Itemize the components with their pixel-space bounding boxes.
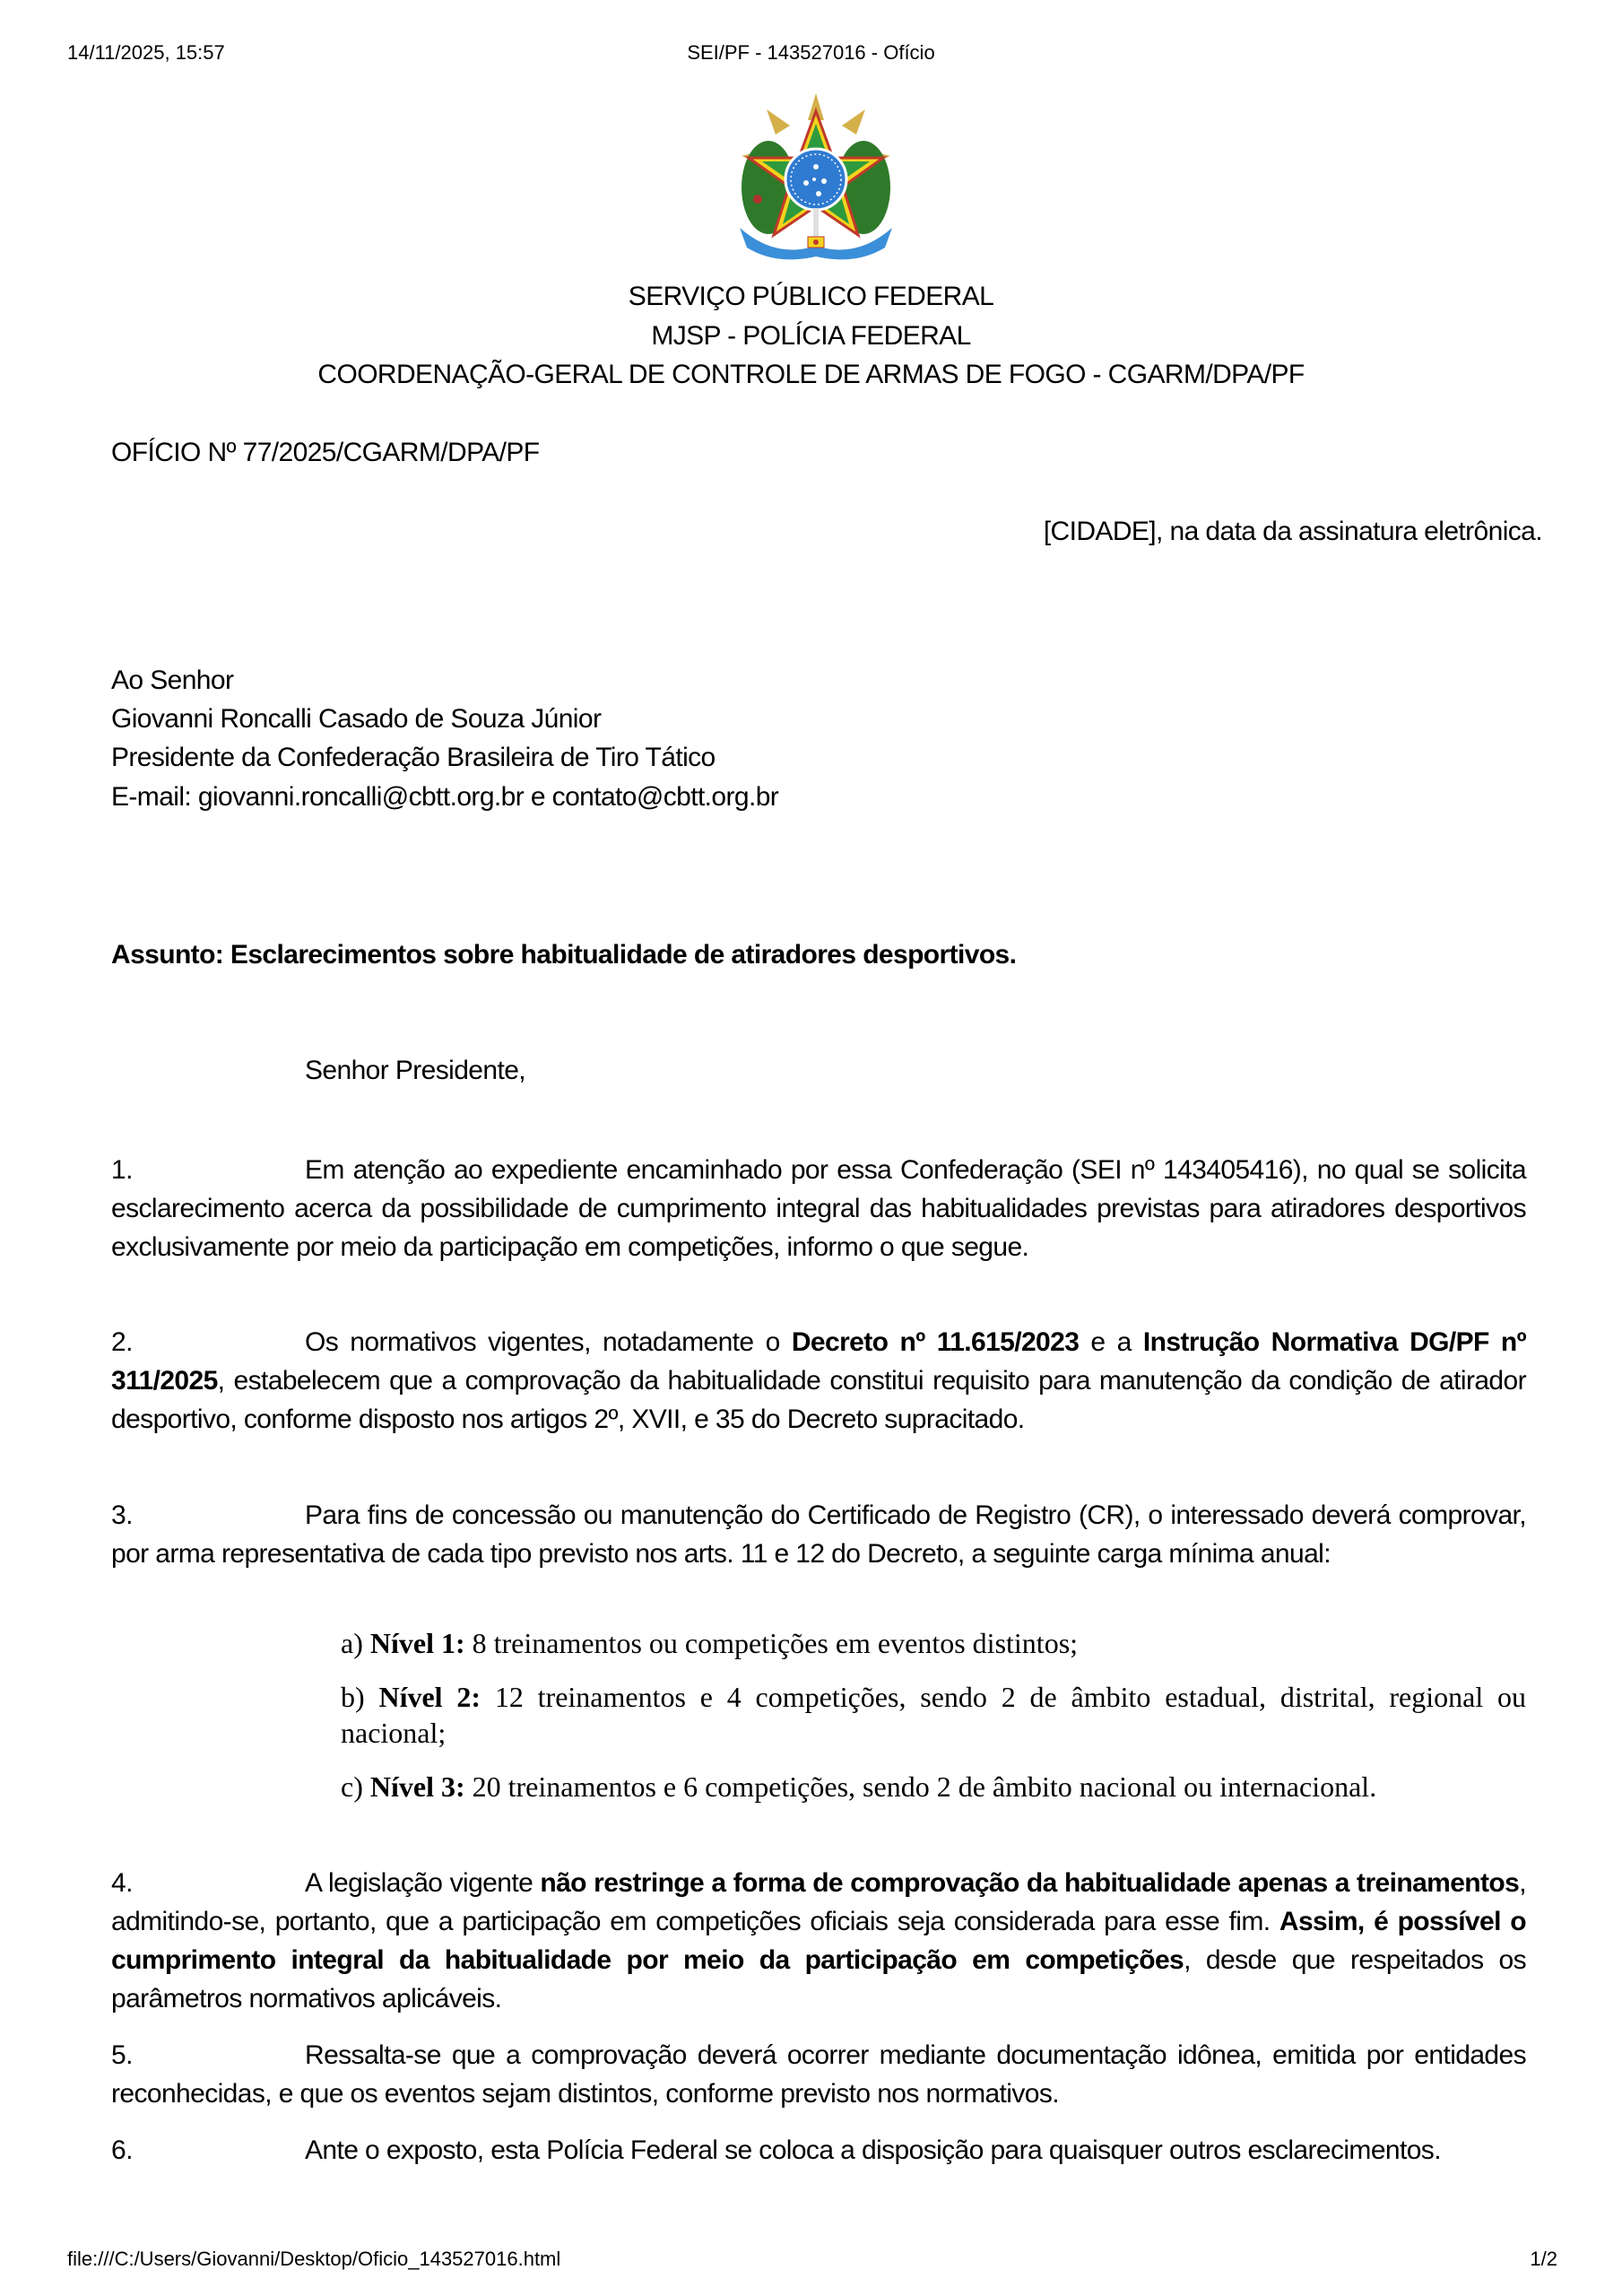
level-label: Nível 2: xyxy=(378,1681,481,1713)
paragraph-text: , admitindo-se, portanto, que a participação em competições oficiais seja considerada para esse fim. xyxy=(111,1868,1526,1936)
letterhead-line-2: MJSP - POLÍCIA FEDERAL xyxy=(651,321,971,351)
paragraph-2 xyxy=(111,1323,1526,1439)
print-file-path: file:///C:/Users/Giovanni/Desktop/Oficio_143527016.html xyxy=(67,2248,561,2270)
paragraph-5 xyxy=(111,2036,1526,2113)
level-item-b xyxy=(341,1679,1526,1751)
paragraph-text: Os normativos vigentes, notadamente o xyxy=(305,1327,792,1357)
recipient-name: Giovanni Roncalli Casado de Souza Júnior xyxy=(111,704,602,734)
paragraph-number: 4. xyxy=(111,1868,133,1898)
paragraph-4 xyxy=(111,1864,1526,2018)
paragraph-text: Ressalta-se que a comprovação deverá ocorrer mediante documentação idônea, emitida por entidades reconhecidas, e que os eventos sejam distintos, conforme previsto nos normativos. xyxy=(111,2040,1526,2109)
level-label: Nível 3: xyxy=(369,1770,465,1803)
level-item-c xyxy=(341,1769,1526,1805)
paragraph-number: 5. xyxy=(111,2040,133,2070)
subject-line: Assunto: Esclarecimentos sobre habitualidade de atiradores desportivos. xyxy=(111,940,1017,970)
level-item-a xyxy=(341,1625,1526,1661)
level-text: 8 treinamentos ou competições em eventos distintos; xyxy=(472,1627,1079,1659)
letterhead-line-1: SERVIÇO PÚBLICO FEDERAL xyxy=(628,282,994,311)
paragraph-text: , desde que respeitados os parâmetros normativos aplicáveis. xyxy=(111,1945,1527,2013)
print-page-number: 1/2 xyxy=(1530,2248,1557,2270)
paragraph-text: Em atenção ao expediente encaminhado por essa Confederação (SEI nº 143405416), no qual se solicita esclarecimento acerca da possibilidade de cumprimento integral das habitualidades previstas para atiradores desportivos exclusivamente por meio da participação em competições, informo o que segue. xyxy=(111,1155,1526,1262)
recipient-role: Presidente da Confederação Brasileira de Tiro Tático xyxy=(111,743,716,772)
bold-text: não restringe a forma de comprovação da habitualidade apenas a treinamentos xyxy=(540,1868,1520,1898)
paragraph-number: 2. xyxy=(111,1327,133,1357)
letterhead-line-3: COORDENAÇÃO-GERAL DE CONTROLE DE ARMAS DE FOGO - CGARM/DPA/PF xyxy=(317,360,1305,389)
paragraph-text: A legislação vigente xyxy=(305,1868,541,1898)
print-title: SEI/PF - 143527016 - Ofício xyxy=(687,41,935,64)
level-text: 20 treinamentos e 6 competições, sendo 2 de âmbito nacional ou internacional. xyxy=(472,1770,1377,1803)
document-number: OFÍCIO Nº 77/2025/CGARM/DPA/PF xyxy=(111,438,540,467)
bold-text: Instrução Normativa DG/PF nº 311/2025 xyxy=(111,1327,1527,1396)
level-marker: b) xyxy=(341,1681,365,1713)
greeting: Senhor Presidente, xyxy=(305,1056,526,1085)
paragraph-number: 3. xyxy=(111,1500,133,1530)
place-date: [CIDADE], na data da assinatura eletrônica. xyxy=(1043,517,1542,546)
level-marker: a) xyxy=(341,1627,363,1659)
paragraph-1 xyxy=(111,1151,1526,1266)
level-text: 12 treinamentos e 4 competições, sendo 2 de âmbito estadual, distrital, regional ou nacional; xyxy=(341,1681,1527,1749)
paragraph-text: , estabelecem que a comprovação da habitualidade constitui requisito para manutenção da condição de atirador desportivo, conforme disposto nos artigos 2º, XVII, e 35 do Decreto supracitado. xyxy=(111,1366,1526,1434)
bold-text: Assim, é possível o cumprimento integral da habitualidade por meio da participação em competições xyxy=(111,1907,1526,1975)
paragraph-text: e a xyxy=(1079,1327,1143,1357)
recipient-salutation: Ao Senhor xyxy=(111,665,234,695)
recipient-email: E-mail: giovanni.roncalli@cbtt.org.br e contato@cbtt.org.br xyxy=(111,782,779,812)
paragraph-number: 1. xyxy=(111,1155,133,1185)
paragraph-text: Ante o exposto, esta Polícia Federal se coloca a disposição para quaisquer outros esclarecimentos. xyxy=(305,2135,1441,2165)
paragraph-3 xyxy=(111,1496,1526,1573)
print-datetime: 14/11/2025, 15:57 xyxy=(67,41,225,64)
level-marker: c) xyxy=(341,1770,363,1803)
paragraph-6 xyxy=(111,2131,1526,2170)
brazil-coat-of-arms-icon xyxy=(731,93,901,264)
paragraph-text: Para fins de concessão ou manutenção do Certificado de Registro (CR), o interessado deverá comprovar, por arma representativa de cada tipo previsto nos arts. 11 e 12 do Decreto, a seguinte carga mínima anual: xyxy=(111,1500,1526,1569)
bold-text: Decreto nº 11.615/2023 xyxy=(791,1327,1080,1357)
paragraph-number: 6. xyxy=(111,2135,133,2165)
level-label: Nível 1: xyxy=(369,1627,465,1659)
